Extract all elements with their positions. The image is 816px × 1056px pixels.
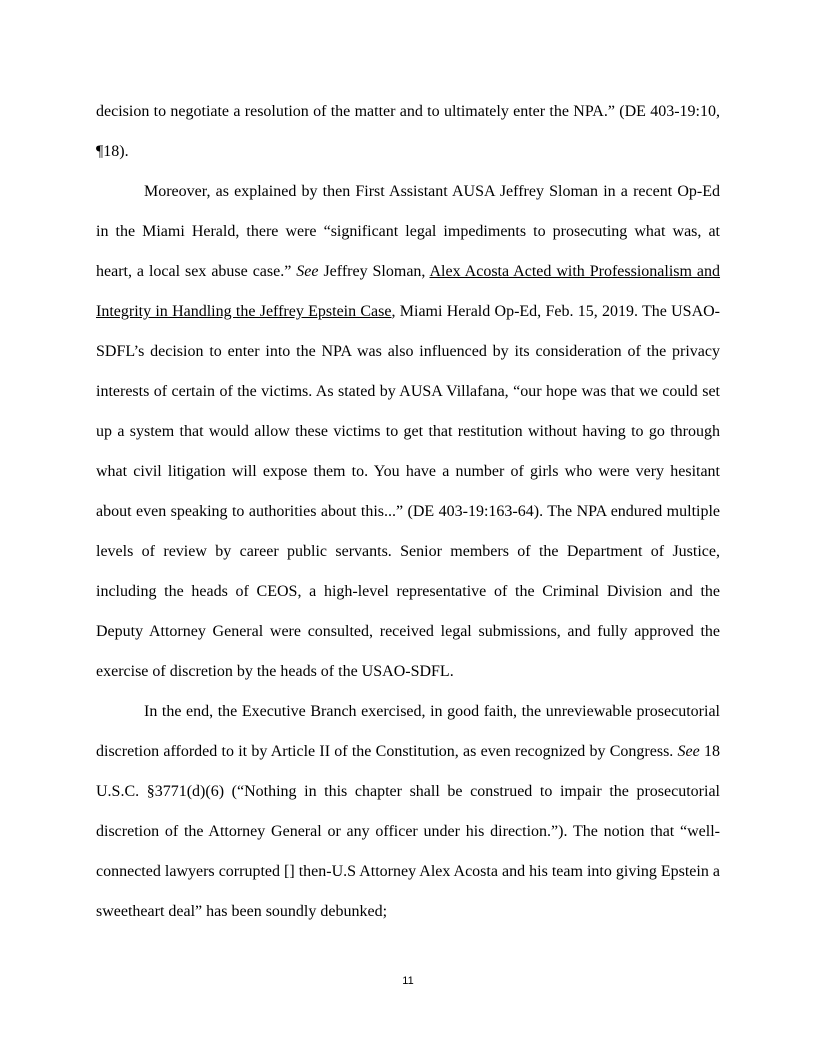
paragraph-text: decision to negotiate a resolution of the matter and to ultimately enter the NPA.” (DE 403-19:10, ¶18). bbox=[96, 103, 720, 160]
paragraph-text: , Miami Herald Op-Ed, Feb. 15, 2019. The USAO-SDFL’s decision to enter into the NPA was also influenced by its consideration of the privacy interests of certain of the victims. As stated by AUSA Villafana, “our hope was that we could set up a system that would allow these victims to get that restitution without having to go through what civil litigation will expose them to. You have a number of girls who were very hesitant about even speaking to authorities about this...” (DE 403-19:163-64). The NPA endured multiple levels of review by career public servants. Senior members of the Department of Justice, including the heads of CEOS, a high-level representative of the Criminal Division and the Deputy Attorney General were consulted, received legal submissions, and fully approved the exercise of discretion by the heads of the USAO-SDFL. bbox=[96, 303, 721, 680]
paragraph-continuation bbox=[96, 92, 720, 172]
page-number: 11 bbox=[402, 975, 414, 987]
paragraph-text: In the end, the Executive Branch exercised, in good faith, the unreviewable prosecutorial discretion afforded to it by Article II of the Constitution, as even recognized by Congress. bbox=[96, 703, 720, 760]
citation-signal-see: See bbox=[677, 743, 700, 760]
paragraph-executive-branch bbox=[96, 692, 720, 932]
paragraph-text: Moreover, as explained by then First Assistant AUSA Jeffrey Sloman in a recent Op-Ed in the Miami Herald, there were “significant legal impediments to prosecuting what was, at heart, a local sex abuse case.” bbox=[96, 183, 720, 280]
paragraph-sloman-op-ed bbox=[96, 172, 720, 692]
paragraph-text: 18 U.S.C. §3771(d)(6) (“Nothing in this chapter shall be construed to impair the prosecutorial discretion of the Attorney General or any officer under his direction.”). The notion that “well-connected lawyers corrupted [] then-U.S Attorney Alex Acosta and his team into giving Epstein a sweetheart deal” has been soundly debunked; bbox=[96, 743, 720, 920]
document-page bbox=[96, 92, 720, 932]
paragraph-text: Jeffrey Sloman, bbox=[318, 263, 430, 280]
cited-article-title: Alex Acosta Acted with Professionalism and Integrity in Handling the Jeffrey Epstein Case bbox=[96, 263, 721, 320]
citation-signal-see: See bbox=[296, 263, 319, 280]
